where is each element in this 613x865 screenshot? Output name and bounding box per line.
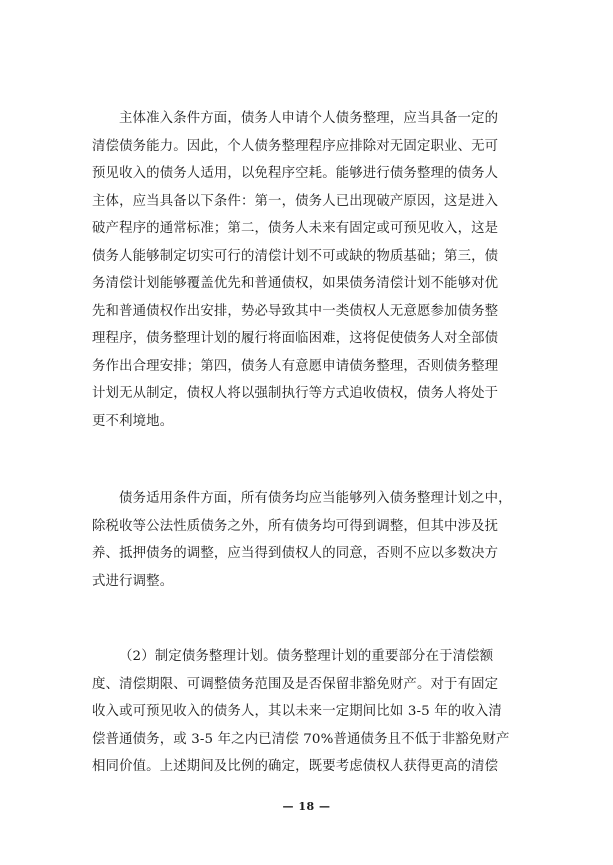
text-line: 破产程序的通常标准；第二，债务人未来有固定或可预见收入，这是	[92, 221, 499, 236]
text-line: 除税收等公法性质债务之外，所有债务均可得到调整，但其中涉及抚	[92, 518, 499, 534]
page-number: — 18 —	[282, 800, 331, 813]
text-line: 债务人能够制定切实可行的清偿计划不可或缺的物质基础；第三，债	[92, 248, 499, 264]
text-line: 更不利境地。	[92, 413, 174, 429]
text-line: 度、清偿期限、可调整债务范围及是否保留非豁免财产。对于有固定	[92, 676, 499, 692]
text-line: 务清偿计划能够覆盖优先和普通债权，如果债务清偿计划不能够对优	[92, 276, 499, 291]
paragraph-debt-plan	[92, 643, 522, 781]
text-line: 务作出合理安排；第四，债务人有意愿申请债务整理，否则债务整理	[92, 358, 499, 374]
text-line: 理程序，债务整理计划的履行将面临困难，这将促使债务人对全部债	[92, 331, 499, 346]
text-line: 主体，应当具备以下条件：第一，债务人已出现破产原因，这是进入	[92, 193, 499, 209]
text-line: 清偿债务能力。因此，个人债务整理程序应排除对无固定职业、无可	[92, 138, 499, 154]
text-line: 主体准入条件方面，债务人申请个人债务整理，应当具备一定的	[119, 111, 499, 126]
text-line: 预见收入的债务人适用，以免程序空耗。能够进行债务整理的债务人	[92, 166, 499, 181]
paragraph-debt-conditions	[92, 485, 522, 595]
text-line: 式进行调整。	[92, 573, 174, 589]
text-line: （2）制定债务整理计划。债务整理计划的重要部分在于清偿额	[119, 649, 494, 664]
text-line: 收入或可预见收入的债务人，其以未来一定期间比如 3-5 年的收入清	[92, 704, 502, 719]
text-line: 债务适用条件方面，所有债务均应当能够列入债务整理计划之中，	[119, 491, 512, 506]
text-line: 相同价值。上述期间及比例的确定，既要考虑债权人获得更高的清偿	[92, 759, 499, 774]
text-line: 先和普通债权作出安排，势必导致其中一类债权人无意愿参加债务整	[92, 303, 499, 319]
text-line: 偿普通债务，或 3-5 年之内已清偿 70%普通债务且不低于非豁免财产	[92, 731, 510, 747]
text-line: 计划无从制定，债权人将以强制执行等方式追收债权，债务人将处于	[92, 386, 499, 401]
text-line: 养、抵押债务的调整，应当得到债权人的同意，否则不应以多数决方	[92, 546, 499, 561]
paragraph-subject-conditions	[92, 105, 522, 435]
